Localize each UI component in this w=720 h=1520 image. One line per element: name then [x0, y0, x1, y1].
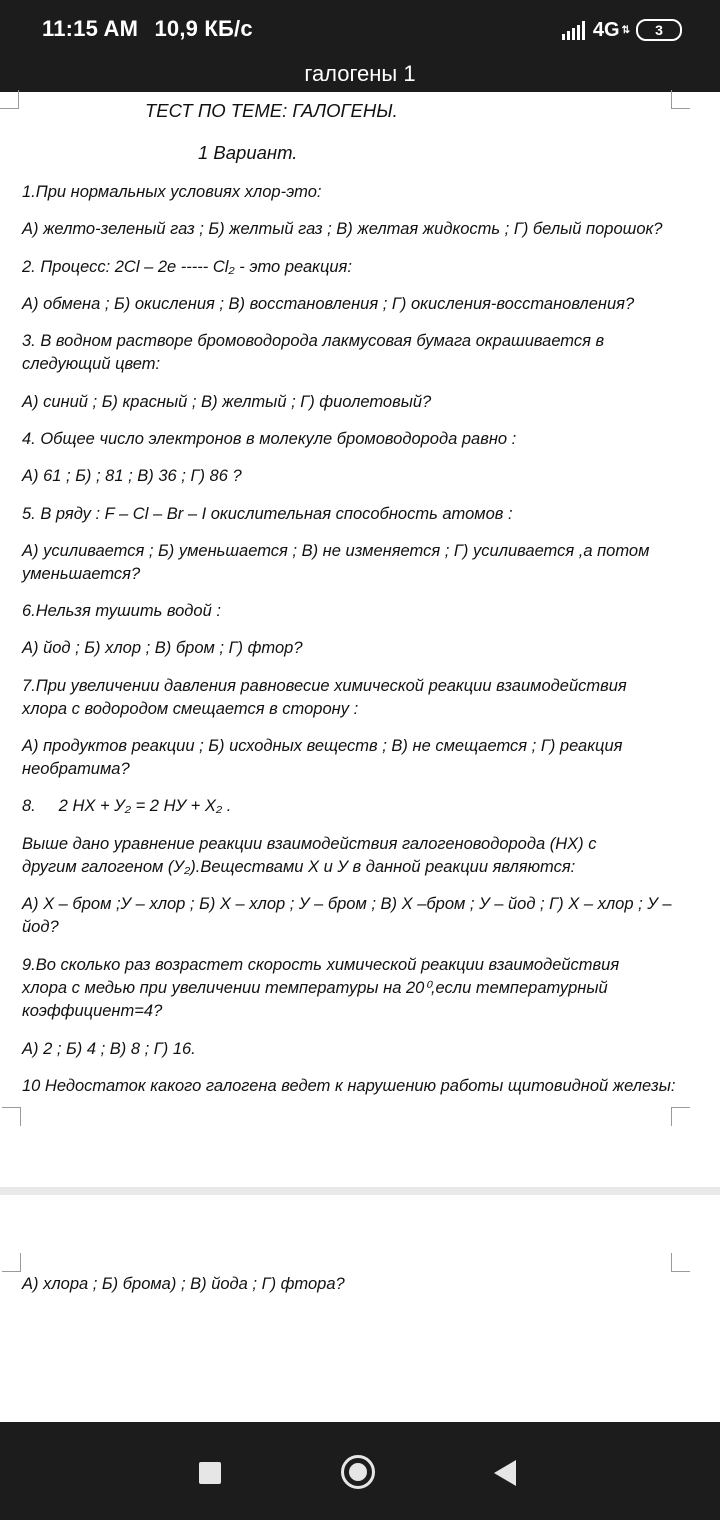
- doc-line: А) 61 ; Б) ; 81 ; В) 36 ; Г) 86 ?: [22, 467, 242, 485]
- test-title: ТЕСТ ПО ТЕМЕ: ГАЛОГЕНЫ.: [145, 100, 398, 121]
- doc-line: А) желто-зеленый газ ; Б) желтый газ ; В) желтая жидкость ; Г) белый порошок?: [22, 220, 663, 238]
- page-corner-mark: [0, 90, 19, 109]
- doc-line: 4. Общее число электронов в молекуле бромоводорода равно :: [22, 430, 517, 448]
- doc-line: А) хлора ; Б) брома) ; В) йода ; Г) фтора?: [22, 1275, 345, 1293]
- doc-line: 2. Процесс: 2Cl – 2e ----- Cl₂ - это реакция:: [22, 258, 352, 276]
- doc-line: 9.Во сколько раз возрастет скорость химической реакции взаимодействия хлора с медью при увеличении температуры на 20⁰,если температурный коэффициент=4?: [22, 956, 620, 1020]
- doc-line: 5. В ряду : F – Cl – Br – I окислительная способность атомов :: [22, 505, 513, 523]
- home-icon[interactable]: [341, 1455, 375, 1489]
- doc-line: А) синий ; Б) красный ; В) желтый ; Г) фиолетовый?: [22, 393, 432, 411]
- navigation-bar: [0, 1422, 720, 1520]
- status-speed: 10,9 КБ/с: [154, 16, 253, 41]
- status-bar: [0, 0, 720, 60]
- document-title-bar: галогены 1: [0, 60, 720, 92]
- doc-line: А) X – бром ;У – хлор ; Б) X – хлор ; У – бром ; В) X –бром ; У – йод ; Г) X – хлор ; У – йод?: [22, 895, 672, 936]
- document-page-2[interactable]: [0, 1195, 720, 1422]
- network-activity-icon: ⇅: [621, 24, 630, 36]
- page-corner-mark: [671, 1107, 690, 1126]
- doc-line: 7.При увеличении давления равновесие химической реакции взаимодействия хлора с водородом смещается в сторону :: [22, 677, 627, 718]
- doc-line: 10 Недостаток какого галогена ведет к нарушению работы щитовидной железы:: [22, 1077, 676, 1095]
- back-icon[interactable]: [494, 1460, 516, 1486]
- status-right: [562, 16, 682, 44]
- page-corner-mark: [671, 1253, 690, 1272]
- battery-icon: 3: [636, 19, 682, 41]
- doc-line: 3. В водном растворе бромоводорода лакмусовая бумага окрашивается в следующий цвет:: [22, 332, 605, 373]
- variant-label: 1 Вариант.: [198, 142, 298, 163]
- doc-line: 1.При нормальных условиях хлор-это:: [22, 183, 322, 201]
- doc-line: А) продуктов реакции ; Б) исходных веществ ; В) не смещается ; Г) реакция необратима?: [22, 737, 623, 778]
- network-type: 4G: [592, 18, 620, 41]
- page-corner-mark: [671, 90, 690, 109]
- page-corner-mark: [2, 1253, 21, 1272]
- doc-line: 6.Нельзя тушить водой :: [22, 602, 221, 620]
- status-left: [42, 16, 263, 42]
- status-time: 11:15 AM: [42, 16, 139, 41]
- page-separator: [0, 1187, 720, 1195]
- doc-line: А) 2 ; Б) 4 ; В) 8 ; Г) 16.: [22, 1040, 196, 1058]
- doc-line: 8. 2 HX + У₂ = 2 HУ + X₂ .: [22, 797, 232, 815]
- signal-icon: [562, 20, 587, 40]
- recent-apps-icon[interactable]: [199, 1462, 221, 1484]
- doc-line: А) йод ; Б) хлор ; В) бром ; Г) фтор?: [22, 639, 303, 657]
- doc-line: А) обмена ; Б) окисления ; В) восстановления ; Г) окисления-восстановления?: [22, 295, 635, 313]
- doc-line: А) усиливается ; Б) уменьшается ; В) не изменяется ; Г) усиливается ,а потом уменьшается?: [22, 542, 650, 583]
- page-corner-mark: [2, 1107, 21, 1126]
- doc-line: Выше дано уравнение реакции взаимодействия галогеноводорода (HX) с другим галогеном (У₂).Веществами X и У в данной реакции являются:: [22, 835, 597, 876]
